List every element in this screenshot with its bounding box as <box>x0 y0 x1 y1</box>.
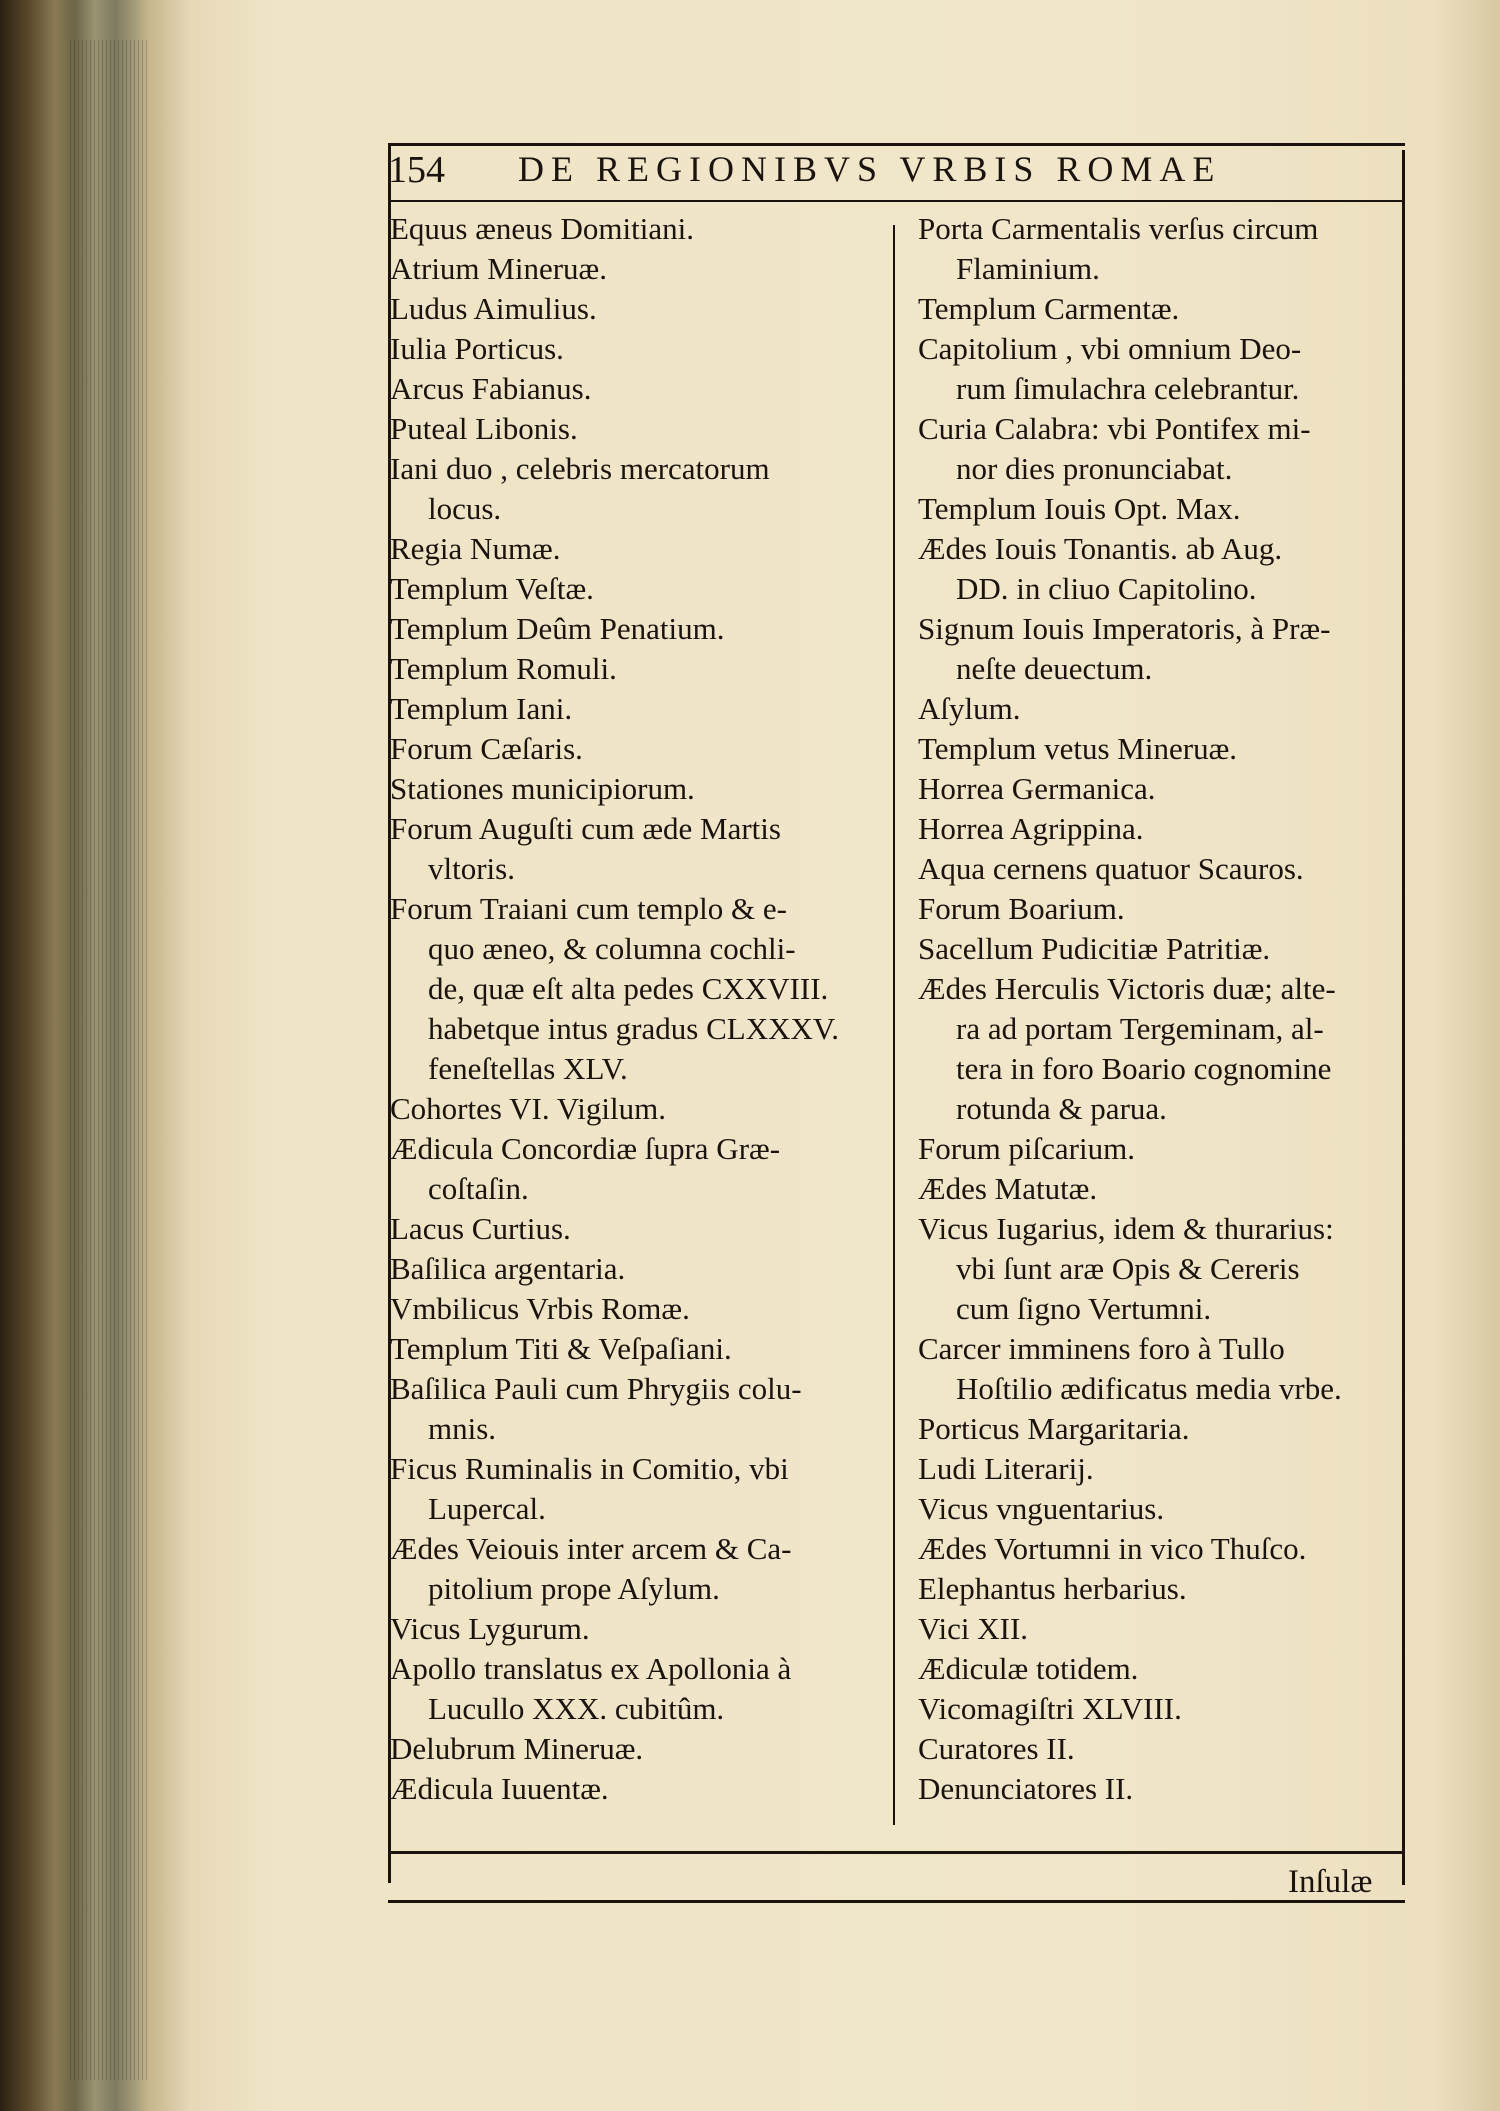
entry-line: Sacellum Pudicitiæ Patritiæ. <box>918 931 1271 966</box>
list-item <box>390 1729 870 1769</box>
entry-line: Porta Carmentalis verſus circum <box>918 211 1319 246</box>
entry-continuation-line: DD. in cliuo Capitolino. <box>956 571 1257 606</box>
entry-line: Iani duo , celebris mercatorum <box>390 451 770 486</box>
list-item <box>918 1329 1403 1409</box>
entry-continuation-line: habetque intus gradus CLXXXV. <box>428 1011 839 1046</box>
entry-continuation-line: feneſtellas XLV. <box>428 1051 628 1086</box>
entry-line: Forum Traiani cum templo & e- <box>390 891 787 926</box>
list-item <box>918 969 1403 1129</box>
entry-line: Arcus Fabianus. <box>390 371 592 406</box>
entry-line: Horrea Germanica. <box>918 771 1156 806</box>
list-item <box>918 1729 1403 1769</box>
entry-continuation-line: pitolium prope Aſylum. <box>428 1571 720 1606</box>
entry-line: Curatores II. <box>918 1731 1075 1766</box>
entry-line: Templum Titi & Veſpaſiani. <box>390 1331 732 1366</box>
entry-continuation-line: coſtaſin. <box>428 1171 529 1206</box>
list-item <box>918 1769 1403 1809</box>
entry-line: Vmbilicus Vrbis Romæ. <box>390 1291 690 1326</box>
list-item <box>390 289 870 329</box>
list-item <box>918 849 1403 889</box>
entry-continuation-line: vltoris. <box>428 851 515 886</box>
entry-line: Forum Boarium. <box>918 891 1125 926</box>
list-item <box>918 529 1403 609</box>
entry-line: Forum piſcarium. <box>918 1131 1135 1166</box>
entry-line: Cohortes VI. Vigilum. <box>390 1091 667 1126</box>
list-item <box>918 689 1403 729</box>
entry-line: Curia Calabra: vbi Pontifex mi- <box>918 411 1311 446</box>
list-item <box>918 889 1403 929</box>
catchword: Inſulæ <box>1288 1864 1373 1900</box>
footer-rule <box>388 1900 1405 1903</box>
list-item <box>918 409 1403 489</box>
list-item <box>918 1169 1403 1209</box>
entry-line: Ædes Matutæ. <box>918 1171 1098 1206</box>
entry-line: Templum Iani. <box>390 691 573 726</box>
page-number: 154 <box>388 149 445 191</box>
entry-continuation-line: neſte deuectum. <box>956 651 1153 686</box>
entry-continuation-line: locus. <box>428 491 502 526</box>
entry-line: Delubrum Mineruæ. <box>390 1731 644 1766</box>
list-item <box>390 809 870 889</box>
entry-line: Signum Iouis Imperatoris, à Præ- <box>918 611 1331 646</box>
entry-continuation-line: Lupercal. <box>428 1491 546 1526</box>
entry-line: Vicus vnguentarius. <box>918 1491 1165 1526</box>
list-item <box>918 929 1403 969</box>
entry-line: Aſylum. <box>918 691 1021 726</box>
list-item <box>390 449 870 529</box>
entry-continuation-line: ra ad portam Tergeminam, al- <box>956 1011 1324 1046</box>
entry-line: Ædes Vortumni in vico Thuſco. <box>918 1531 1307 1566</box>
entry-line: Puteal Libonis. <box>390 411 578 446</box>
list-item <box>390 1449 870 1529</box>
entry-continuation-line: Flaminium. <box>956 251 1100 286</box>
entry-line: Vici XII. <box>918 1611 1029 1646</box>
entry-line: Apollo translatus ex Apollonia à <box>390 1651 792 1686</box>
list-item <box>390 1249 870 1289</box>
list-item <box>918 289 1403 329</box>
list-item <box>918 729 1403 769</box>
entry-line: Stationes municipiorum. <box>390 771 695 806</box>
list-item <box>918 1569 1403 1609</box>
entry-line: Forum Cæſaris. <box>390 731 583 766</box>
list-item <box>918 489 1403 529</box>
list-item <box>918 609 1403 689</box>
list-item <box>918 209 1403 289</box>
list-item <box>390 1369 870 1449</box>
entry-line: Templum Veſtæ. <box>390 571 594 606</box>
entry-line: Templum vetus Mineruæ. <box>918 731 1237 766</box>
column-divider-rule <box>893 225 895 1825</box>
top-rule <box>390 143 1405 146</box>
running-head <box>388 148 1388 198</box>
list-item <box>918 1609 1403 1649</box>
entry-line: Templum Romuli. <box>390 651 617 686</box>
entry-line: Forum Auguſti cum æde Martis <box>390 811 781 846</box>
entry-line: Ædicula Iuuentæ. <box>390 1771 609 1806</box>
entry-line: Ædes Veiouis inter arcem & Ca- <box>390 1531 792 1566</box>
entry-continuation-line: mnis. <box>428 1411 497 1446</box>
entry-line: Lacus Curtius. <box>390 1211 571 1246</box>
list-item <box>390 409 870 449</box>
list-item <box>390 1329 870 1369</box>
list-item <box>390 1649 870 1729</box>
entry-continuation-line: quo æneo, & columna cochli- <box>428 931 796 966</box>
list-item <box>390 769 870 809</box>
running-head-title: DE REGIONIBVS VRBIS ROMAE <box>518 149 1222 189</box>
list-item <box>390 529 870 569</box>
entry-line: Vicus Iugarius, idem & thurarius: <box>918 1211 1334 1246</box>
entry-line: Denunciatores II. <box>918 1771 1134 1806</box>
list-item <box>390 689 870 729</box>
list-item <box>918 1409 1403 1449</box>
entry-line: Capitolium , vbi omnium Deo- <box>918 331 1302 366</box>
list-item <box>918 809 1403 849</box>
entry-continuation-line: tera in foro Boario cognomine <box>956 1051 1332 1086</box>
list-item <box>390 1089 870 1129</box>
list-item <box>390 1289 870 1329</box>
entry-line: Baſilica Pauli cum Phrygiis colu- <box>390 1371 802 1406</box>
entry-line: Vicus Lygurum. <box>390 1611 590 1646</box>
entry-line: Vicomagiſtri XLVIII. <box>918 1691 1182 1726</box>
list-item <box>390 649 870 689</box>
entry-line: Carcer imminens foro à Tullo <box>918 1331 1285 1366</box>
entry-line: Ficus Ruminalis in Comitio, vbi <box>390 1451 789 1486</box>
list-item <box>390 889 870 1089</box>
entry-line: Ædiculæ totidem. <box>918 1651 1139 1686</box>
list-item <box>390 729 870 769</box>
list-item <box>390 609 870 649</box>
list-item <box>918 329 1403 409</box>
list-item <box>390 209 870 249</box>
entry-line: Aqua cernens quatuor Scauros. <box>918 851 1304 886</box>
list-item <box>390 1609 870 1649</box>
entry-continuation-line: rotunda & parua. <box>956 1091 1167 1126</box>
list-item <box>918 1129 1403 1169</box>
entry-line: Atrium Mineruæ. <box>390 251 607 286</box>
list-item <box>918 1689 1403 1729</box>
page-stack-lines <box>70 40 150 2080</box>
entry-continuation-line: cum ſigno Vertumni. <box>956 1291 1212 1326</box>
entry-line: Horrea Agrippina. <box>918 811 1144 846</box>
right-column <box>918 209 1403 1809</box>
list-item <box>390 569 870 609</box>
list-item <box>390 369 870 409</box>
entry-continuation-line: nor dies pronunciabat. <box>956 451 1233 486</box>
list-item <box>390 329 870 369</box>
list-item <box>918 1649 1403 1689</box>
entry-line: Templum Iouis Opt. Max. <box>918 491 1241 526</box>
entry-line: Iulia Porticus. <box>390 331 564 366</box>
entry-line: Ludi Literarij. <box>918 1451 1094 1486</box>
entry-line: Ædicula Concordiæ ſupra Græ- <box>390 1131 781 1166</box>
list-item <box>390 1209 870 1249</box>
left-column <box>390 209 870 1809</box>
bottom-rule <box>388 1851 1405 1854</box>
list-item <box>918 1489 1403 1529</box>
entry-continuation-line: vbi ſunt aræ Opis & Cereris <box>956 1251 1300 1286</box>
entry-line: Ludus Aimulius. <box>390 291 597 326</box>
entry-continuation-line: rum ſimulachra celebrantur. <box>956 371 1300 406</box>
entry-line: Regia Numæ. <box>390 531 561 566</box>
entry-line: Elephantus herbarius. <box>918 1571 1187 1606</box>
entry-continuation-line: Lucullo XXX. cubitûm. <box>428 1691 725 1726</box>
entry-line: Equus æneus Domitiani. <box>390 211 694 246</box>
entry-line: Templum Deûm Penatium. <box>390 611 725 646</box>
entry-line: Templum Carmentæ. <box>918 291 1180 326</box>
list-item <box>390 1769 870 1809</box>
list-item <box>390 1529 870 1609</box>
entry-continuation-line: Hoſtilio ædificatus media vrbe. <box>956 1371 1342 1406</box>
list-item <box>918 1529 1403 1569</box>
entry-continuation-line: de, quæ eſt alta pedes CXXVIII. <box>428 971 829 1006</box>
list-item <box>918 1209 1403 1329</box>
list-item <box>390 249 870 289</box>
list-item <box>918 1449 1403 1489</box>
entry-line: Ædes Herculis Victoris duæ; alte- <box>918 971 1336 1006</box>
list-item <box>390 1129 870 1209</box>
entry-line: Ædes Iouis Tonantis. ab Aug. <box>918 531 1283 566</box>
entry-line: Porticus Margaritaria. <box>918 1411 1190 1446</box>
header-rule <box>390 200 1405 202</box>
list-item <box>918 769 1403 809</box>
entry-line: Baſilica argentaria. <box>390 1251 626 1286</box>
